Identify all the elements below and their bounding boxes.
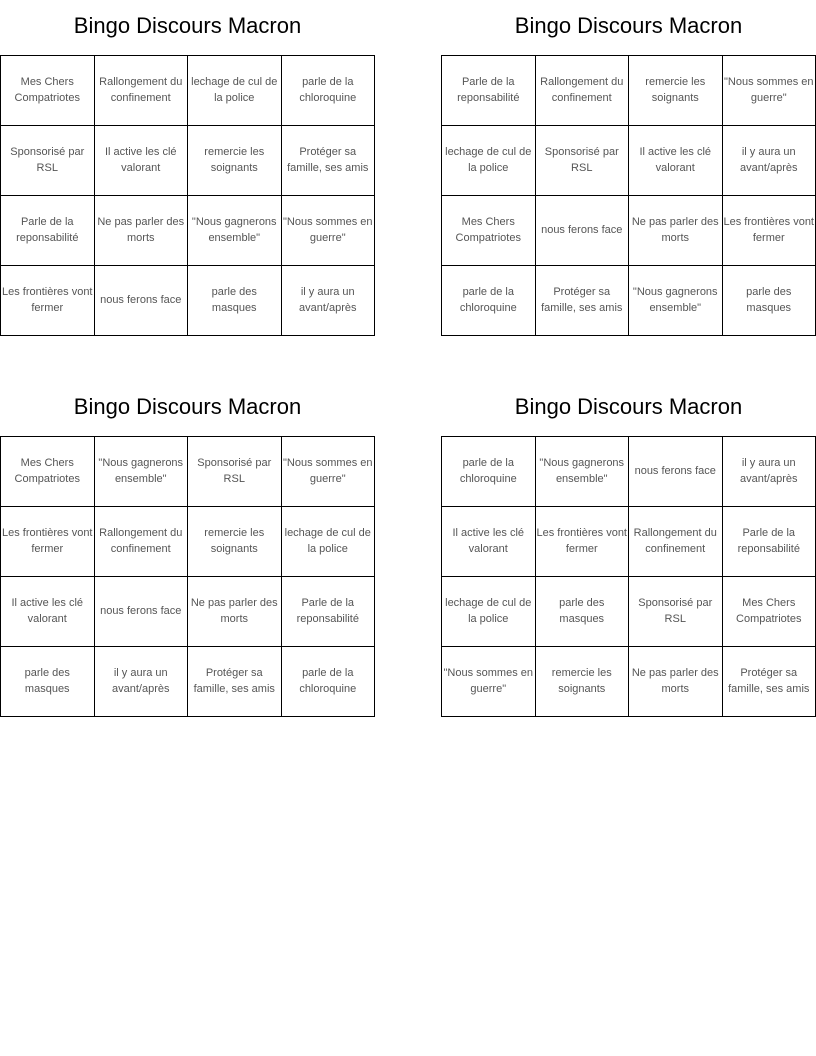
bingo-cell: Parle de la reponsabilité [723,507,816,577]
bingo-card-3 [0,381,375,717]
bingo-cell: Il active les clé valorant [442,507,536,577]
bingo-cell: Parle de la reponsabilité [1,196,95,266]
bingo-cell: il y aura un avant/après [723,126,816,196]
bingo-card-1 [0,0,375,336]
bingo-cell: nous ferons face [95,577,189,647]
bingo-cell: parle de la chloroquine [442,437,536,507]
bingo-cell: Mes Chers Compatriotes [723,577,816,647]
bingo-cell: Sponsorisé par RSL [536,126,630,196]
bingo-cell: nous ferons face [536,196,630,266]
bingo-cell: "Nous sommes en guerre" [723,56,816,126]
bingo-cell: Mes Chers Compatriotes [1,56,95,126]
bingo-cell: Parle de la reponsabilité [282,577,376,647]
bingo-cell: Sponsorisé par RSL [1,126,95,196]
bingo-cell: remercie les soignants [629,56,723,126]
bingo-cell: parle de la chloroquine [442,266,536,336]
bingo-cell: lechage de cul de la police [442,126,536,196]
bingo-grid [441,55,816,336]
bingo-cell: lechage de cul de la police [442,577,536,647]
bingo-cell: il y aura un avant/après [282,266,376,336]
card-title: Bingo Discours Macron [73,13,302,38]
bingo-cell: il y aura un avant/après [723,437,816,507]
bingo-cell: Protéger sa famille, ses amis [723,647,816,717]
bingo-cell: nous ferons face [95,266,189,336]
bingo-cell: Protéger sa famille, ses amis [536,266,630,336]
bingo-cell: "Nous gagnerons ensemble" [536,437,630,507]
bingo-cell: Il active les clé valorant [95,126,189,196]
bingo-grid [0,55,375,336]
bingo-cell: "Nous sommes en guerre" [442,647,536,717]
bingo-grid [0,436,375,717]
bingo-cell: Les frontières vont fermer [536,507,630,577]
bingo-cell: parle des masques [1,647,95,717]
bingo-cell: remercie les soignants [536,647,630,717]
bingo-cell: parle des masques [188,266,282,336]
bingo-card-4 [441,381,816,717]
bingo-cell: "Nous sommes en guerre" [282,437,376,507]
bingo-cell: Ne pas parler des morts [629,647,723,717]
card-title: Bingo Discours Macron [514,394,743,419]
bingo-cell: Ne pas parler des morts [188,577,282,647]
bingo-cell: Il active les clé valorant [1,577,95,647]
bingo-cell: Protéger sa famille, ses amis [188,647,282,717]
bingo-cell: Les frontières vont fermer [1,266,95,336]
bingo-cell: lechage de cul de la police [282,507,376,577]
bingo-cell: Rallongement du confinement [95,56,189,126]
bingo-cell: "Nous gagnerons ensemble" [188,196,282,266]
bingo-cell: Rallongement du confinement [95,507,189,577]
card-title: Bingo Discours Macron [514,13,743,38]
bingo-cell: Parle de la reponsabilité [442,56,536,126]
bingo-cell: parle des masques [536,577,630,647]
bingo-card-2 [441,0,816,336]
bingo-cell: il y aura un avant/après [95,647,189,717]
bingo-cell: Ne pas parler des morts [95,196,189,266]
bingo-cell: Rallongement du confinement [536,56,630,126]
bingo-cell: remercie les soignants [188,126,282,196]
bingo-cell: lechage de cul de la police [188,56,282,126]
bingo-cell: Sponsorisé par RSL [629,577,723,647]
bingo-cell: "Nous sommes en guerre" [282,196,376,266]
bingo-cell: Les frontières vont fermer [723,196,816,266]
bingo-cell: parle de la chloroquine [282,56,376,126]
card-title: Bingo Discours Macron [73,394,302,419]
bingo-cell: Sponsorisé par RSL [188,437,282,507]
bingo-cell: parle des masques [723,266,816,336]
bingo-cell: Rallongement du confinement [629,507,723,577]
bingo-cell: Mes Chers Compatriotes [1,437,95,507]
bingo-cell: Mes Chers Compatriotes [442,196,536,266]
bingo-cell: Protéger sa famille, ses amis [282,126,376,196]
bingo-cell: "Nous gagnerons ensemble" [95,437,189,507]
bingo-cell: Ne pas parler des morts [629,196,723,266]
bingo-cell: Les frontières vont fermer [1,507,95,577]
bingo-cell: "Nous gagnerons ensemble" [629,266,723,336]
bingo-grid [441,436,816,717]
bingo-cell: Il active les clé valorant [629,126,723,196]
bingo-cell: parle de la chloroquine [282,647,376,717]
bingo-cell: nous ferons face [629,437,723,507]
bingo-cell: remercie les soignants [188,507,282,577]
